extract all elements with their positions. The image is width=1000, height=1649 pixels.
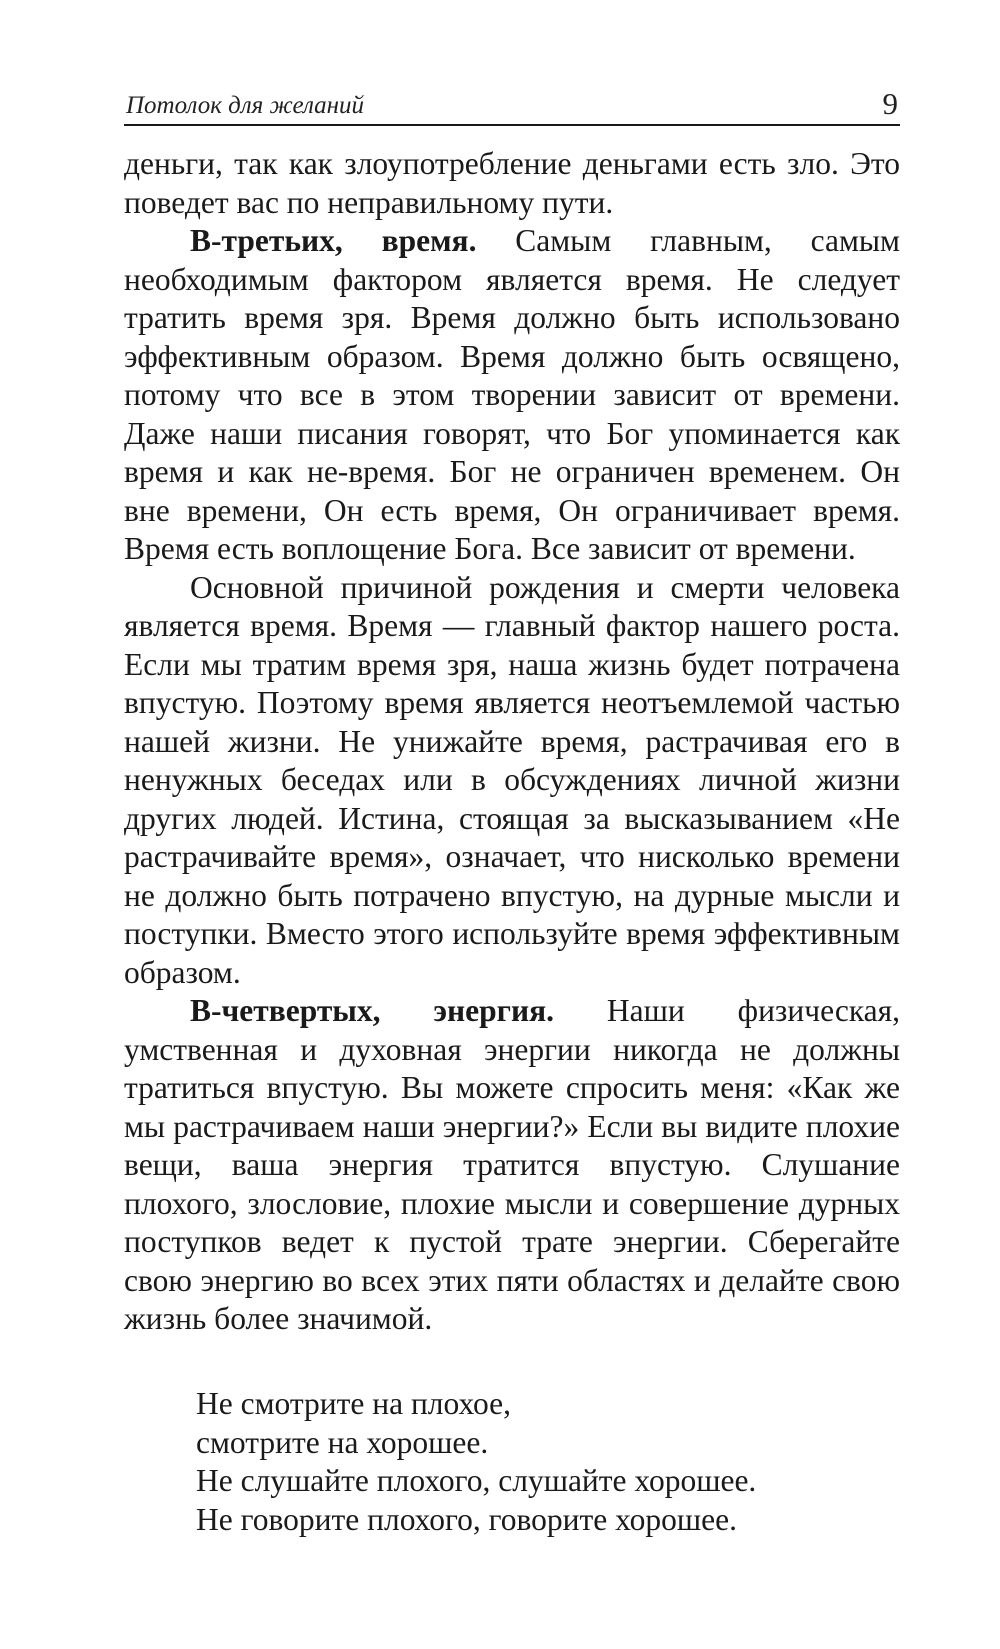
body-text xyxy=(124,145,900,1339)
paragraph-time-heading: В-третьих, время. xyxy=(190,223,477,258)
poem-line: Не смотрите на плохое, xyxy=(196,1386,512,1421)
paragraph-energy-text: Наши физическая, умственная и духовная энергии никогда не должны тратиться впустую. Вы можете спросить меня: «Как же мы растрачиваем наши энергии?» Если вы видите плохие вещи, ваша энергия тратится впустую. Слушание плохого, злословие, плохие мысли и совершение дурных поступков ведет к пустой трате энергии. Сберегайте свою энергию во всех этих пяти областях и делайте свою жизнь более значимой. xyxy=(124,993,900,1336)
running-header xyxy=(124,84,900,126)
paragraph-time xyxy=(124,222,900,569)
paragraph-time-text: Самым главным, самым необходимым фактором является время. Не следует тратить время зря. Время должно быть использовано эффективным образом. Время должно быть освящено, потому что все в этом творении зависит от времени. Даже наши писания говорят, что Бог упоминается как время и как не-время. Бог не ограничен временем. Он вне времени, Он есть время, Он ограничивает время. Время есть воплощение Бога. Все зависит от времени. xyxy=(124,223,900,566)
paragraph-energy xyxy=(124,992,900,1339)
paragraph-energy-heading: В-четвертых, энергия. xyxy=(190,993,555,1028)
poem-line: Не слушайте плохого, слушайте хорошее. xyxy=(196,1463,757,1498)
page-number: 9 xyxy=(882,86,898,121)
poem-line: смотрите на хорошее. xyxy=(196,1424,489,1460)
paragraph-continuation: деньги, так как злоупотребление деньгами есть зло. Это поведет вас по неправильному пути. xyxy=(124,146,900,220)
poem xyxy=(196,1385,756,1539)
paragraph-time-continued: Основной причиной рождения и смерти человека является время. Время — главный фактор нашего роста. Если мы тратим время зря, наша жизнь будет потрачена впустую. Поэтому время является неотъемлемой частью нашей жизни. Не унижайте время, растрачивая его в ненужных беседах или в обсуждениях личной жизни других людей. Истина, стоящая за высказыванием «Не растрачивайте время», означает, что нисколько времени не должно быть потрачено впустую, на дурные мысли и поступки. Вместо этого используйте время эффективным образом. xyxy=(124,569,900,990)
poem-line: Не говорите плохого, говорите хорошее. xyxy=(196,1501,738,1537)
running-title: Потолок для желаний xyxy=(126,92,365,119)
